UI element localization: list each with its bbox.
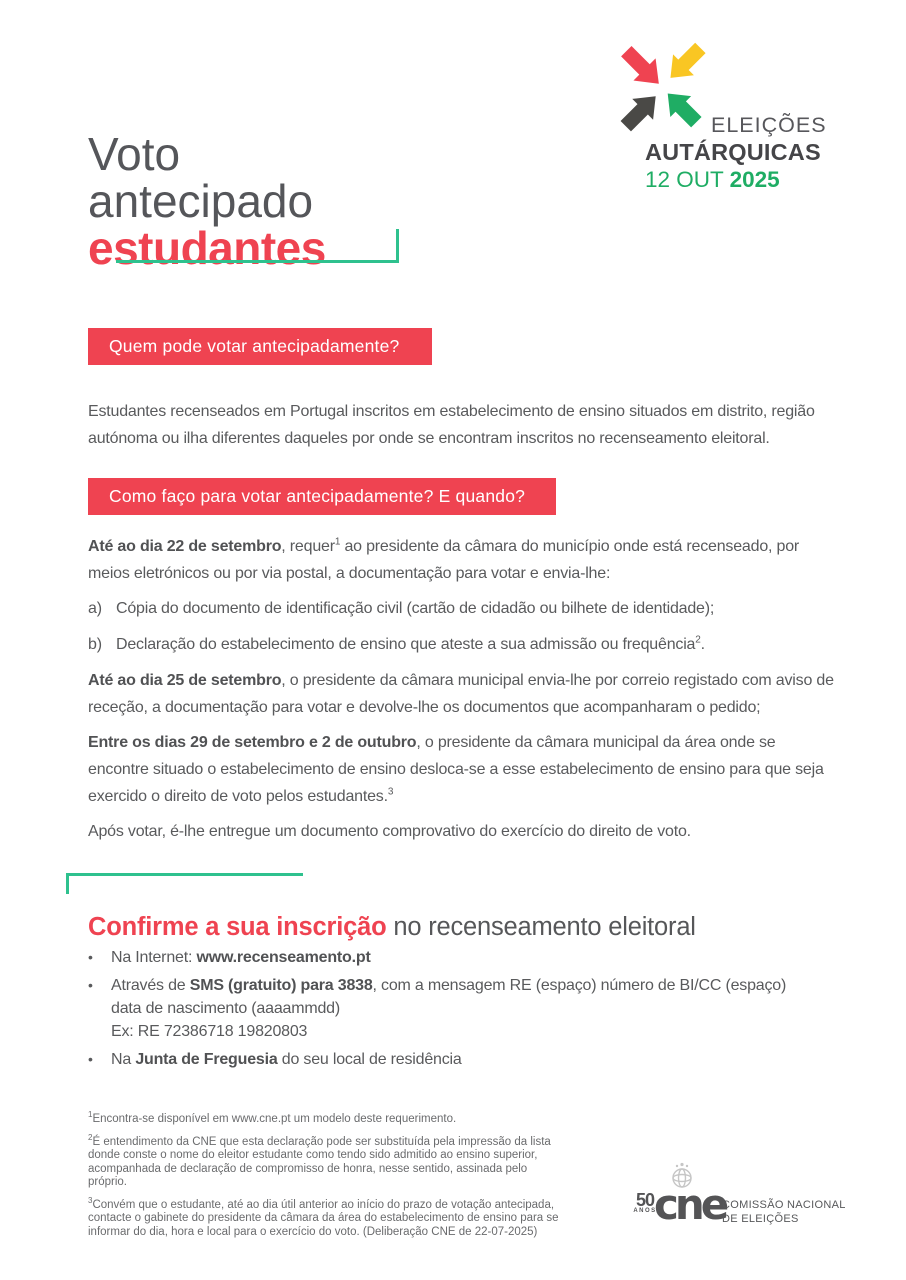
footnote-3: $^3$Convém que o estudante, até ao dia útil anterior ao início do prazo de votação antecipada, contacte o gabinete do presidente da câmara da área do estabelecimento de ensino para se informar do dia, hora e local para o exercício do voto. (Deliberação CNE de 22-07-2025) [88,1195,559,1238]
list-item-a [88,595,840,622]
cne-logo [628,1160,893,1255]
list-item-b [88,631,840,658]
logo-autarquicas-label: AUTÁRQUICAS [645,139,821,165]
deadline-22-date: Até ao dia 22 de setembro [88,538,282,555]
cne-org-name: COMISSÃO NACIONAL DE ELEIÇÕES [722,1199,846,1225]
receipt-paragraph: Após votar, é-lhe entregue um documento comprovativo do exercício do direito de voto. [88,823,691,840]
bullet-glyph: • [88,977,93,993]
banner-who-text: Quem pode votar antecipadamente? [109,336,400,356]
footnote-ref-3: 3 [387,786,394,798]
deadline-22-paragraph: Até ao dia 22 de setembro, requer$^1$ ao presidente da câmara do município onde está recenseado, por meios eletrónicos ou por via postal, a documentação para votar e envia-lhe: [88,536,800,582]
footnote-1: $^1$Encontra-se disponível em www.cne.pt um modelo deste requerimento. [88,1110,457,1125]
cne-logotype: cne [654,1180,726,1229]
banner-who-can-vote [88,328,432,365]
deadline-25-paragraph: Até ao dia 25 de setembro, o presidente da câmara municipal envia-lhe por correio registado com aviso de receção, a documentação para votar e devolve-lhe os documentos que acompanharam o pedido; [88,672,834,716]
confirm-bullet-list [88,946,794,1076]
converging-arrows-icon [618,42,710,134]
bullet-item-internet: • Na Internet: www.recenseamento.pt [88,946,794,969]
confirm-heading-highlight: Confirme a sua inscrição [88,913,387,942]
voting-period-paragraph: Entre os dias 29 de setembro e 2 de outubro, o presidente da câmara municipal da área onde se encontre situado o estabelecimento de ensino desloca-se a esse estabelecimento de ensino para que seja exercido o direito de voto pelos estudantes.$^3$ [88,734,824,805]
who-paragraph: Estudantes recenseados em Portugal inscritos em estabelecimento de ensino situados em distrito, região autónoma ou ilha diferentes daqueles por onde se encontram inscritos no recenseamento eleitoral. [88,403,815,447]
election-date-day: 12 OUT [645,167,730,192]
cne-50-anos-badge: 50 ANOS [633,1190,657,1214]
voting-period-dates: Entre os dias 29 de setembro e 2 de outubro [88,734,417,751]
footnote-2: $^2$É entendimento da CNE que esta declaração pode ser substituída pela impressão da lista donde conste o nome do eleitor estudante como tendo sido admitido ao ensino superior, acompanhada de declaração de compromisso de honra, nesse sentido, assinada pelo próprio. [88,1132,551,1188]
list-item-a-label: a) [88,600,102,617]
title-line-1: Voto [88,127,181,180]
junta-freguesia: Junta de Freguesia [135,1051,278,1068]
sms-number: SMS (gratuito) para 3838 [189,977,373,994]
footnote-ref-2: 2 [695,634,701,646]
green-corner-bracket [66,873,303,894]
title-line-2: antecipado [88,174,314,227]
elections-logo [618,40,868,200]
election-date [645,167,780,193]
banner-how-to-vote [88,478,556,515]
bullet-glyph: • [88,1051,93,1067]
bullet-item-junta: • Na Junta de Freguesia do seu local de residência [88,1048,794,1071]
sms-example: Ex: RE 72386718 19820803 [111,1023,308,1040]
green-corner-underline [116,229,399,263]
election-date-year: 2025 [729,167,780,192]
title-line-3: estudantes [88,221,326,274]
banner-how-text: Como faço para votar antecipadamente? E quando? [109,486,526,506]
confirm-heading [88,913,696,942]
bullet-glyph: • [88,949,93,965]
list-item-a-text: Cópia do documento de identificação civil (cartão de cidadão ou bilhete de identidade); [116,600,715,617]
footnotes [88,1110,568,1248]
bullet-item-sms: • Através de SMS (gratuito) para 3838, com a mensagem RE (espaço) número de BI/CC (espaço) data de nascimento (aaaammdd) Ex: RE 72386718 19820803 [88,974,794,1043]
list-item-b-label: b) [88,636,102,653]
confirm-heading-rest: no recenseamento eleitoral [386,913,696,942]
list-item-b-text: Declaração do estabelecimento de ensino que ateste a sua admissão ou frequência$^2$. [116,634,705,653]
footnote-ref-1: 1 [334,536,341,548]
deadline-25-date: Até ao dia 25 de setembro [88,672,282,689]
how-to-vote-body [88,533,840,853]
recenseamento-url: www.recenseamento.pt [196,949,371,966]
logo-eleicoes-label: ELEIÇÕES [711,113,827,137]
